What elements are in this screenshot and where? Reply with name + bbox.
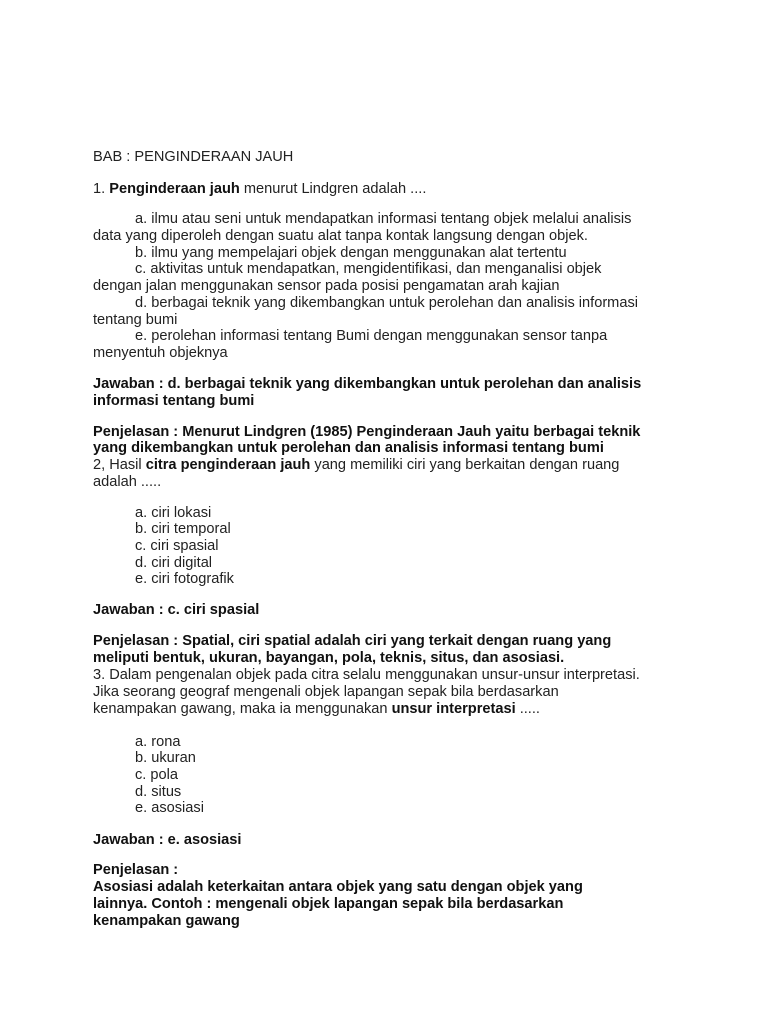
option-line <box>135 799 204 817</box>
bold-text: Penjelasan : Spatial, ciri spatial adalah ciri yang terkait dengan ruang yang <box>93 633 612 649</box>
explanation-line <box>93 439 604 457</box>
text: 3. Dalam pengenalan objek pada citra selalu menggunakan unsur-unsur interpretasi. <box>93 667 640 683</box>
option-line <box>135 327 607 345</box>
explanation-line <box>93 878 583 896</box>
text: b. ilmu yang mempelajari objek dengan menggunakan alat tertentu <box>135 245 567 261</box>
option-line <box>135 570 234 588</box>
option-line <box>135 294 638 312</box>
text: Jika seorang geograf mengenali objek lapangan sepak bila berdasarkan <box>93 684 559 700</box>
answer-line <box>93 375 641 393</box>
bold-text: yang dikembangkan untuk perolehan dan analisis informasi tentang bumi <box>93 440 604 456</box>
text: d. situs <box>135 784 182 800</box>
option-line <box>135 537 219 555</box>
bold-text: meliputi bentuk, ukuran, bayangan, pola, teknis, situs, dan asosiasi. <box>93 650 565 666</box>
text: e. asosiasi <box>135 800 204 816</box>
text: BAB : PENGINDERAAN JAUH <box>93 149 294 165</box>
option-line <box>135 260 601 278</box>
text: a. ciri lokasi <box>135 505 212 521</box>
text: c. pola <box>135 767 178 783</box>
bold-text: unsur interpretasi <box>391 701 516 717</box>
text: adalah ..... <box>93 474 162 490</box>
text: dengan jalan menggunakan sensor pada posisi pengamatan arah kajian <box>93 278 560 294</box>
text: 2, Hasil <box>93 457 146 473</box>
explanation-line <box>93 632 611 650</box>
bold-text: citra penginderaan jauh <box>145 457 311 473</box>
question-3-line <box>93 700 540 718</box>
text: kenampakan gawang, maka ia menggunakan <box>93 701 392 717</box>
option-line <box>93 277 560 295</box>
text: a. rona <box>135 734 181 750</box>
bold-text: Penjelasan : <box>93 862 179 878</box>
text: e. ciri fotografik <box>135 571 234 587</box>
answer-line <box>93 392 254 410</box>
text: a. ilmu atau seni untuk mendapatkan informasi tentang objek melalui analisis <box>135 211 632 227</box>
bold-text: Jawaban : d. berbagai teknik yang dikembangkan untuk perolehan dan analisis <box>93 376 642 392</box>
text: menyentuh objeknya <box>93 345 228 361</box>
text: d. berbagai teknik yang dikembangkan untuk perolehan dan analisis informasi <box>135 295 638 311</box>
bold-text: informasi tentang bumi <box>93 393 255 409</box>
explanation-line <box>93 649 564 667</box>
question-3-line <box>93 666 640 684</box>
text: 1. <box>93 181 110 197</box>
option-line <box>93 344 228 362</box>
text: d. ciri digital <box>135 555 213 571</box>
bold-text: Jawaban : e. asosiasi <box>93 832 242 848</box>
bold-text: lainnya. Contoh : mengenali objek lapangan sepak bila berdasarkan <box>93 896 564 912</box>
text: b. ciri temporal <box>135 521 231 537</box>
text: b. ukuran <box>135 750 196 766</box>
option-line <box>135 766 178 784</box>
text: c. aktivitas untuk mendapatkan, mengidentifikasi, dan menganalisi objek <box>135 261 602 277</box>
answer-line <box>93 601 259 619</box>
option-line <box>135 520 231 538</box>
explanation-line <box>93 861 178 879</box>
question-3-line <box>93 683 559 701</box>
text: ..... <box>515 701 540 717</box>
text: e. perolehan informasi tentang Bumi dengan menggunakan sensor tanpa <box>135 328 608 344</box>
answer-line <box>93 831 241 849</box>
option-line <box>135 210 631 228</box>
text: c. ciri spasial <box>135 538 219 554</box>
bold-text: Jawaban : c. ciri spasial <box>93 602 260 618</box>
option-line <box>135 749 196 767</box>
explanation-line <box>93 895 563 913</box>
bold-text: Penjelasan : Menurut Lindgren (1985) Penginderaan Jauh yaitu berbagai teknik <box>93 424 641 440</box>
explanation-line <box>93 912 240 930</box>
bold-text: kenampakan gawang <box>93 913 240 929</box>
question-2-line <box>93 473 161 491</box>
text: menurut Lindgren adalah .... <box>239 181 427 197</box>
text: yang memiliki ciri yang berkaitan dengan ruang <box>310 457 620 473</box>
text: tentang bumi <box>93 312 178 328</box>
question-1-line <box>93 180 426 198</box>
bold-text: Asosiasi adalah keterkaitan antara objek yang satu dengan objek yang <box>93 879 583 895</box>
bold-text: Penginderaan jauh <box>109 181 240 197</box>
question-2-line <box>93 456 619 474</box>
option-line <box>93 227 588 245</box>
title-line <box>93 148 293 166</box>
text: data yang diperoleh dengan suatu alat tanpa kontak langsung dengan objek. <box>93 228 588 244</box>
